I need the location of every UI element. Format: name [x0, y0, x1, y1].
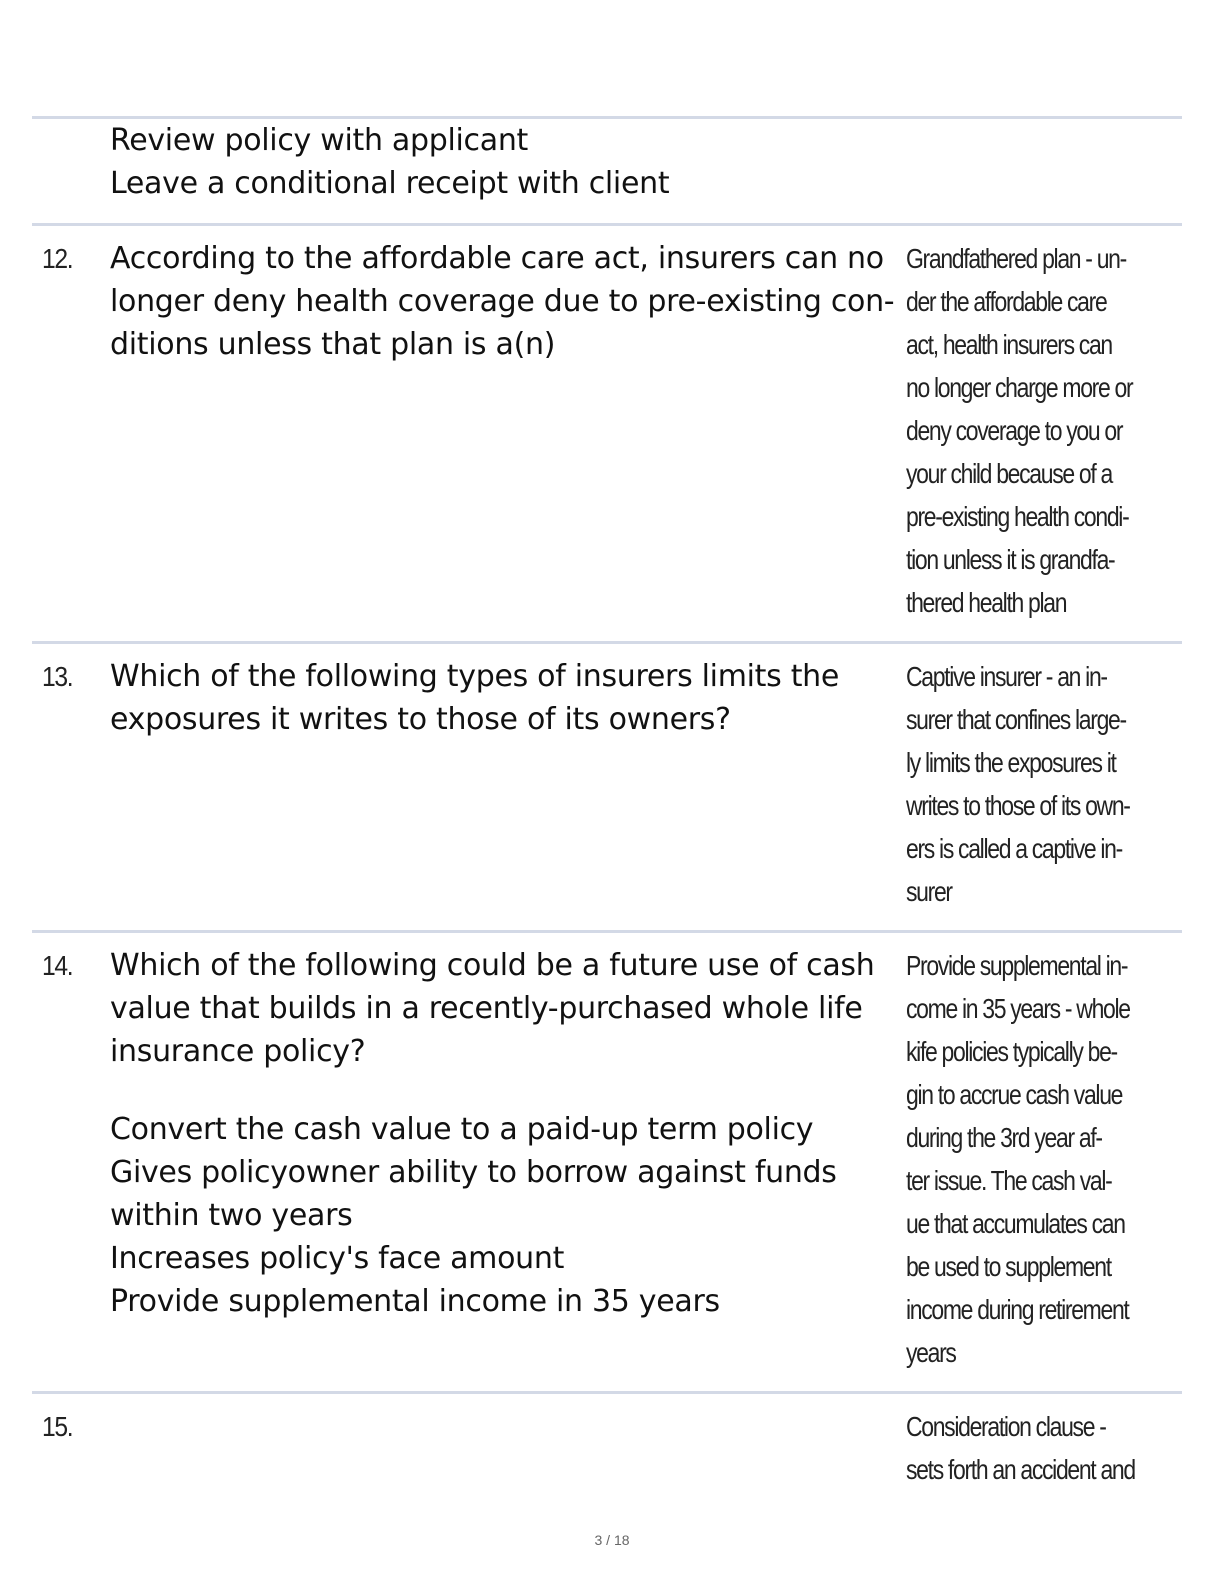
answer-line: ers is called a captive in- — [906, 833, 1122, 864]
question-text — [110, 655, 900, 741]
answer-text — [906, 1405, 1152, 1491]
divider-q13 — [32, 641, 1182, 644]
answer-line: ly limits the exposures it — [906, 747, 1116, 778]
question-line: longer deny health coverage due to pre-existing con- — [110, 284, 895, 319]
answer-line: be used to supplement — [906, 1251, 1111, 1282]
answer-line: your child because of a — [906, 458, 1112, 489]
answer-line: kife policies typically be- — [906, 1036, 1117, 1067]
answer-line: Provide supplemental in- — [906, 950, 1128, 981]
answer-line: act, health insurers can — [906, 329, 1112, 360]
answer-line: ue that accumulates can — [906, 1208, 1125, 1239]
question-number: 13. — [42, 661, 73, 692]
divider-q15 — [32, 1391, 1182, 1394]
question-line: ditions unless that plan is a(n) — [110, 327, 556, 362]
divider-q14 — [32, 930, 1182, 933]
question-text — [110, 944, 900, 1073]
option-line: Leave a conditional receipt with client — [110, 166, 670, 201]
question-line: insurance policy? — [110, 1034, 366, 1069]
answer-line: ter issue. The cash val- — [906, 1165, 1112, 1196]
option-line: Gives policyowner ability to borrow against funds — [110, 1155, 837, 1190]
answer-line: years — [906, 1337, 956, 1368]
option-line: Provide supplemental income in 35 years — [110, 1284, 720, 1319]
question-line: Which of the following types of insurers limits the — [110, 659, 840, 694]
answer-line: pre-existing health condi- — [906, 501, 1129, 532]
page-number: 3 / 18 — [594, 1532, 630, 1548]
question-number: 15. — [42, 1411, 73, 1442]
answer-options — [110, 1108, 900, 1323]
question-line: Which of the following could be a future use of cash — [110, 948, 875, 983]
question-line: value that builds in a recently-purchased whole life — [110, 991, 863, 1026]
answer-line: gin to accrue cash value — [906, 1079, 1123, 1110]
answer-line: deny coverage to you or — [906, 415, 1123, 446]
answer-line: during the 3rd year af- — [906, 1122, 1102, 1153]
answer-line: Captive insurer - an in- — [906, 661, 1107, 692]
answer-line: Consideration clause - — [906, 1411, 1106, 1442]
answer-line: der the affordable care — [906, 286, 1107, 317]
option-line: Review policy with applicant — [110, 123, 529, 158]
option-line: within two years — [110, 1198, 353, 1233]
answer-line: surer that confines large- — [906, 704, 1126, 735]
answer-line: come in 35 years - whole — [906, 993, 1130, 1024]
answer-line: sets forth an accident and — [906, 1454, 1135, 1485]
answer-line: income during retirement — [906, 1294, 1129, 1325]
answer-line: no longer charge more or — [906, 372, 1133, 403]
question-line: exposures it writes to those of its owners? — [110, 702, 731, 737]
answer-line: Grandfathered plan - un- — [906, 243, 1126, 274]
answer-text — [906, 944, 1152, 1374]
option-line: Increases policy's face amount — [110, 1241, 565, 1276]
answer-line: tion unless it is grandfa- — [906, 544, 1115, 575]
answer-text — [906, 237, 1152, 624]
question-line: According to the affordable care act, insurers can no — [110, 241, 884, 276]
question-number: 12. — [42, 243, 73, 274]
divider-q12 — [32, 223, 1182, 226]
question-number: 14. — [42, 950, 73, 981]
answer-line: thered health plan — [906, 587, 1067, 618]
answer-text — [906, 655, 1152, 913]
option-line: Convert the cash value to a paid-up term policy — [110, 1112, 814, 1147]
answer-line: surer — [906, 876, 952, 907]
question-text — [110, 237, 900, 366]
answer-line: writes to those of its own- — [906, 790, 1130, 821]
carryover-options — [110, 119, 900, 205]
